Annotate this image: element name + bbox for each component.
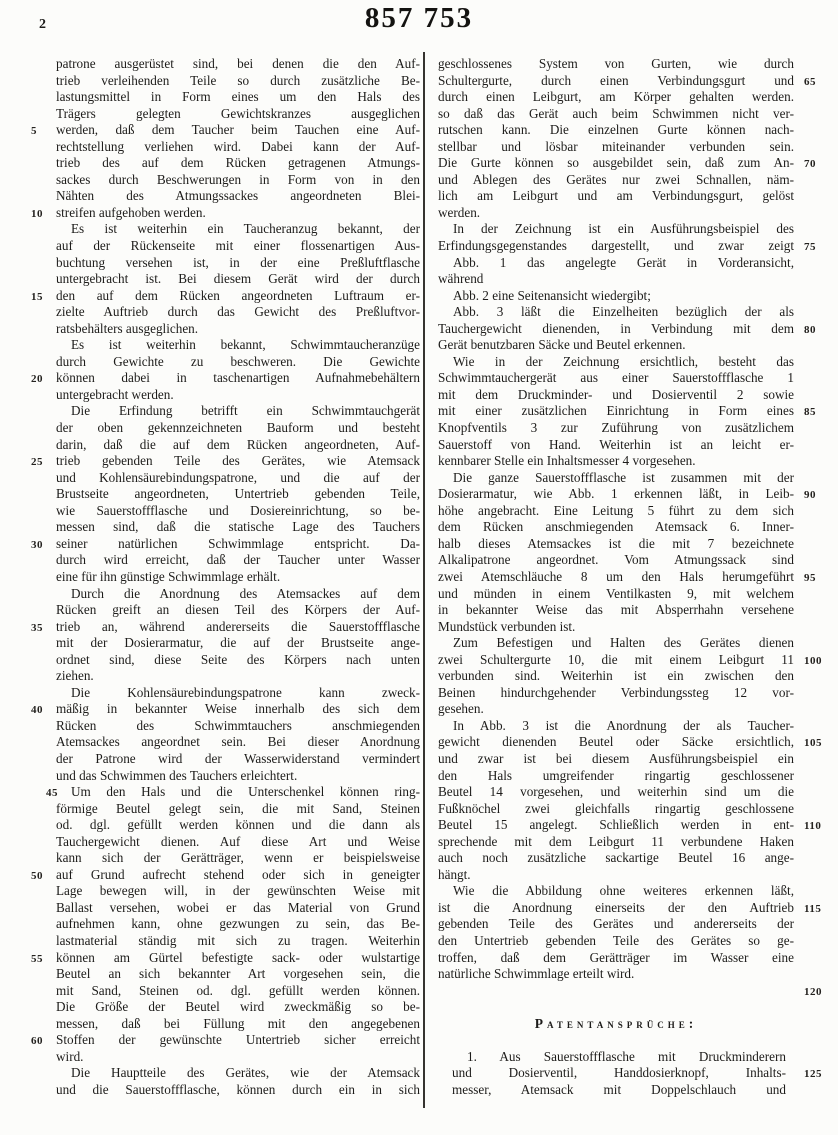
text-line: Es ist weiterhin bekannt, Schwimmtaucheranzüge	[71, 337, 420, 353]
text-line: während	[438, 271, 484, 287]
text-line: und zwar ist bei diesem Ausführungsbeispiel ein	[438, 750, 794, 766]
line-number: 100	[804, 654, 822, 667]
text-line: mit dem Druckminder- und Dosierventil 2 sowie	[438, 386, 794, 402]
text-line: und Ablegen des Gerätes nur zwei Schnallen, näm-	[438, 171, 794, 187]
text-line: lastmaterial ständig mit sich zu tragen. Weiterhin	[56, 932, 420, 948]
text-line: trieb verleihenden Teile so durch zusätzliche Be-	[56, 72, 420, 88]
text-line: wird.	[56, 1048, 84, 1064]
text-line: Die Hauptteile des Gerätes, wie der Atemsack	[71, 1065, 420, 1081]
text-line: Beutel an sich bekannter Art vorgesehen sein, die	[56, 966, 420, 982]
text-line: durch einen Leibgurt, am Körper gehalten werden.	[438, 89, 794, 105]
text-line: Erfindungsgegenstandes dargestellt, und zwar zeigt 75	[438, 238, 794, 255]
line-number: 55	[31, 952, 43, 965]
blank-line	[438, 1032, 794, 1049]
text-line: rutschen kann. Die einzelnen Gurte können nach-	[438, 122, 794, 138]
text-line: Rücken greift an diesen Teil des Körpers der Auf-	[56, 602, 420, 618]
text-line: Sauerstoff von Hand. Weiterhin ist an leicht er-	[438, 436, 794, 452]
text-line: ratsbehälters ausgeglichen.	[56, 320, 199, 336]
right-column	[438, 56, 822, 1098]
text-line: und Dosierventil, Handdosierknopf, Inhalts- 125	[438, 1065, 794, 1082]
line-number: 125	[804, 1068, 822, 1081]
text-line: Dosierarmatur, wie Abb. 1 erkennen läßt, in Leib- 90	[438, 486, 794, 503]
text-line: ziehen.	[56, 668, 94, 684]
text-line: und die Sauerstoffflasche, können durch ein in sich	[56, 1081, 420, 1097]
text-line: untergebracht ist. Bei diesem Gerät wird der durch	[56, 271, 420, 287]
text-line: mäßig in bekannter Weise innerhalb des sich dem 40	[56, 701, 420, 718]
text-line: Fußknöchel zwei gleichfalls ringartig geschlossene	[438, 800, 794, 816]
text-line: Die Größe der Beutel wird zweckmäßig so be-	[56, 999, 420, 1015]
text-line: mit Sand, Steinen od. dgl. gefüllt werden können.	[56, 982, 420, 998]
line-number: 115	[804, 902, 822, 915]
text-line: patrone ausgerüstet sind, bei denen die den Auf-	[56, 56, 420, 71]
text-line: zwei Atemschläuche 8 um den Hals herumgeführt 95	[438, 569, 794, 586]
patent-number-title: 857 753	[364, 2, 474, 34]
text-line: den Untertrieb gebenden Teile des Gerätes so ge-	[438, 932, 794, 948]
text-line: Um den Hals und die Unterschenkel können ring- 45	[56, 784, 420, 801]
text-line: Knopfventils 3 zur Zuführung von zusätzlichem	[438, 420, 794, 436]
line-number: 75	[804, 241, 816, 254]
text-line: natürliche Schwimmlage erteilt wird.	[438, 966, 635, 982]
text-line: und Kohlensäurebindungspatrone, und die auf der	[56, 469, 420, 485]
text-line: 1. Aus Sauerstoffflasche mit Druckminderern	[467, 1048, 786, 1064]
text-line: trieb des auf dem Rücken getragenen Atmungs-	[56, 155, 420, 171]
text-line: mit der Dosierarmatur, die auf der Brustseite ange-	[56, 635, 420, 651]
text-line: untergebracht werden.	[56, 386, 174, 402]
text-line: aufnehmen kann, ohne gezwungen zu sein, das Be-	[56, 916, 420, 932]
text-line: Zum Befestigen und Halten des Gerätes dienen	[453, 635, 794, 651]
claims-heading: Patentansprüche:	[534, 1015, 698, 1031]
text-line: seiner natürlichen Schwimmlage entspricht. Da- 30	[56, 536, 420, 553]
text-line: auf Grund aufrecht stehend oder sich in geneigter 50	[56, 867, 420, 884]
text-line: durch wird erreicht, daß der Taucher unter Wasser	[56, 552, 420, 568]
text-line: Wie die Abbildung ohne weiteres erkennen läßt,	[453, 883, 794, 899]
page-number: 2	[39, 17, 46, 32]
text-line: und das Schwimmen des Tauchers erleichtert.	[56, 767, 298, 783]
text-line: streifen aufgehoben werden. 10	[56, 205, 420, 222]
text-line: buchtung versehen ist, in der eine Preßluftflasche	[56, 254, 420, 270]
line-number: 5	[31, 125, 37, 138]
line-number: 35	[31, 621, 43, 634]
text-line: Gerät benutzbaren Säcke und Beutel erkennen.	[438, 337, 686, 353]
text-line: Stoffen der gewünschte Untertrieb sicher erreicht 60	[56, 1032, 420, 1049]
text-line: rechtstellung verliehen wird. Dabei kann der Auf-	[56, 138, 420, 154]
line-number: 45	[46, 787, 58, 800]
text-line: Die Erfindung betrifft ein Schwimmtauchgerät	[71, 403, 420, 419]
left-column	[31, 56, 420, 1098]
line-number: 40	[31, 704, 43, 717]
text-line: Alkalipatrone angeordnet. Vom Atmungssack sind	[438, 552, 794, 568]
text-line: Die ganze Sauerstoffflasche ist zusammen mit der	[453, 469, 794, 485]
text-line: verbunden sind. Weiterhin ist ein zwischen den	[438, 668, 794, 684]
text-line: Beinen hindurchgehender Verbindungssteg 12 vor-	[438, 684, 794, 700]
line-number: 90	[804, 489, 816, 502]
blank-line	[438, 999, 794, 1016]
text-line: lich am Leibgurt und am Verbindungsgurt, gelöst	[438, 188, 794, 204]
text-line: Durch die Anordnung des Atemsackes auf dem	[71, 585, 420, 601]
text-line: gesehen.	[438, 701, 484, 717]
text-line: lastungsmittel in Form eines um den Hals des	[56, 89, 420, 105]
text-line: trieb gebenden Teile des Gerätes, wie Atemsack 25	[56, 453, 420, 470]
text-line: und münden in einem Ventilkasten 9, mit welchem	[438, 585, 794, 601]
text-line: Mundstück verbunden ist.	[438, 618, 576, 634]
text-line: werden, daß dem Taucher beim Tauchen eine Auf- 5	[56, 122, 420, 139]
line-number: 105	[804, 737, 822, 750]
line-number: 95	[804, 571, 816, 584]
text-line: Rücken des Schwimmtauchers anschmiegenden	[56, 717, 420, 733]
text-line: trieb an, während andererseits die Sauerstoffflasche 35	[56, 619, 420, 636]
text-line: höhe angebracht. Eine Leitung 5 führt zu dem sich	[438, 502, 794, 518]
text-line: Brustseite angeordneten, Untertrieb gebenden Teile,	[56, 486, 420, 502]
text-line: messer, Atemsack mit Doppelschlauch und	[452, 1081, 786, 1097]
text-line: Abb. 2 eine Seitenansicht wiedergibt;	[453, 287, 651, 303]
line-number: 120	[804, 985, 822, 998]
text-line: In Abb. 3 ist die Anordnung der als Taucher-	[453, 717, 794, 733]
text-line: in bekannter Weise das mit Absperrhahn versehene	[438, 602, 794, 618]
text-line: Trägers gelegten Gewichtskranzes ausgeglichen	[56, 105, 420, 121]
line-number: 15	[31, 290, 43, 303]
text-line: Atemsackes angeordnet sein. Bei dieser Anordnung	[56, 734, 420, 750]
text-line: Es ist weiterhin ein Taucheranzug bekannt, der	[71, 221, 420, 237]
line-number: 20	[31, 373, 43, 386]
text-line: ist die Anordnung einerseits der den Auftrieb 115	[438, 900, 794, 917]
text-line: Die Gurte können so ausgebildet sein, daß zum An- 70	[438, 155, 794, 172]
text-line: darin, daß die auf dem Rücken angeordneten, Auf-	[56, 436, 420, 452]
text-line: durch Gewichte zu beschweren. Die Gewichte	[56, 353, 420, 369]
column-divider	[423, 52, 425, 1108]
text-line: Wie in der Zeichnung ersichtlich, besteht das	[453, 353, 794, 369]
text-line: auch noch zusätzliche sackartige Beutel 16 ange-	[438, 850, 794, 866]
text-line: Schwimmtauchergerät aus einer Sauerstoffflasche 1	[438, 370, 794, 386]
text-line: kennbarer Stelle ein Inhaltsmesser 4 vorgesehen.	[438, 453, 696, 469]
blank-line	[438, 983, 822, 1000]
text-line: gewicht dienenden Beutel oder Säcke ersichtlich, 105	[438, 734, 794, 751]
line-number: 85	[804, 406, 816, 419]
text-line: halb dieses Atemsackes ist die mit 7 bezeichnete	[438, 535, 794, 551]
text-line: Tauchergewicht dienen. Auf diese Art und Weise	[56, 833, 420, 849]
text-line: Die Kohlensäurebindungspatrone kann zweck-	[71, 684, 420, 700]
text-line: den Hals umgreifender ringartig geschlossener	[438, 767, 794, 783]
text-line: ordnet sind, diese Seite des Körpers nach unten	[56, 651, 420, 667]
text-line: können dabei in taschenartigen Aufnahmebehältern 20	[56, 370, 420, 387]
text-line: wie Sauerstoffflasche und Dosiereinrichtung, so be-	[56, 502, 420, 518]
text-line: Tauchergewicht dienenden, in Verbindung mit dem 80	[438, 321, 794, 338]
text-line: der oben gekennzeichneten Bauform und besteht	[56, 420, 420, 436]
text-line: förmige Beutel gelegt sein, die mit Sand, Steinen	[56, 800, 420, 816]
text-line: Lage bewegen will, in der gewünschten Weise mit	[56, 883, 420, 899]
text-line: troffen, daß dem Gerätträger im Wasser eine	[438, 949, 794, 965]
line-number: 50	[31, 869, 43, 882]
text-line: mit einer zusätzlichen Einrichtung in Form eines 85	[438, 403, 794, 420]
line-number: 30	[31, 538, 43, 551]
line-number: 80	[804, 323, 816, 336]
line-number: 65	[804, 75, 816, 88]
text-line: zwei Schultergurte 10, die mit einem Leibgurt 11 100	[438, 652, 794, 669]
text-line: Abb. 1 das angelegte Gerät in Vorderansicht,	[453, 254, 794, 270]
text-line: messen sind, daß die statische Lage des Tauchers	[56, 519, 420, 535]
text-line: können am Gürtel befestigte sack- oder wulstartige 55	[56, 950, 420, 967]
text-line: gebenden Teile des Gerätes und andererseits der	[438, 916, 794, 932]
text-line: Schultergurte, durch einen Verbindungsgurt und 65	[438, 73, 794, 90]
text-line: eine für ihn günstige Schwimmlage erhält.	[56, 568, 281, 584]
text-line: Beutel 14 vorgesehen, und weiterhin sind um die	[438, 784, 794, 800]
text-line: Nähten des Atmungssackes angeordneten Blei-	[56, 188, 420, 204]
line-number: 70	[804, 158, 816, 171]
line-number: 60	[31, 1035, 43, 1048]
text-line: so daß das Gerät auch beim Schwimmen nicht ver-	[438, 105, 794, 121]
text-line: dem Rücken anschmiegenden Atemsack 6. Inner-	[438, 519, 794, 535]
text-line: od. dgl. gefüllt werden können und die dann als	[56, 817, 420, 833]
text-line: messen, daß bei Füllung mit den angegebenen	[56, 1015, 420, 1031]
text-line: auf der Rückenseite mit einer flossenartigen Aus-	[56, 238, 420, 254]
text-line: sackes durch Beschwerungen in Form von in den	[56, 171, 420, 187]
text-line: zielte Auftrieb durch das Gewicht des Preßluftvor-	[56, 304, 420, 320]
text-line: den auf dem Rücken angeordneten Luftraum er- 15	[56, 288, 420, 305]
text-line: Beutel 15 angelegt. Schließlich werden in ent- 110	[438, 817, 794, 834]
text-line: sprechende mit dem Leibgurt 11 verbundene Haken	[438, 833, 794, 849]
text-line: In der Zeichnung ist ein Ausführungsbeispiel des	[453, 221, 794, 237]
text-line: der Patrone wird der Wasserwiderstand vermindert	[56, 750, 420, 766]
text-line: hängt.	[438, 866, 471, 882]
text-line: Ballast versehen, wobei er das Material von Grund	[56, 899, 420, 915]
line-number: 25	[31, 456, 43, 469]
line-number: 10	[31, 207, 43, 220]
line-number: 110	[804, 820, 822, 833]
text-line: stellbar und lösbar miteinander verbunden sein.	[438, 138, 794, 154]
text-line: werden.	[438, 204, 481, 220]
text-line: kann sich der Gerätträger, wenn er beispielsweise	[56, 850, 420, 866]
text-line: Abb. 3 läßt die Einzelheiten bezüglich der als	[453, 304, 794, 320]
text-line: geschlossenes System von Gurten, wie durch	[438, 56, 794, 71]
